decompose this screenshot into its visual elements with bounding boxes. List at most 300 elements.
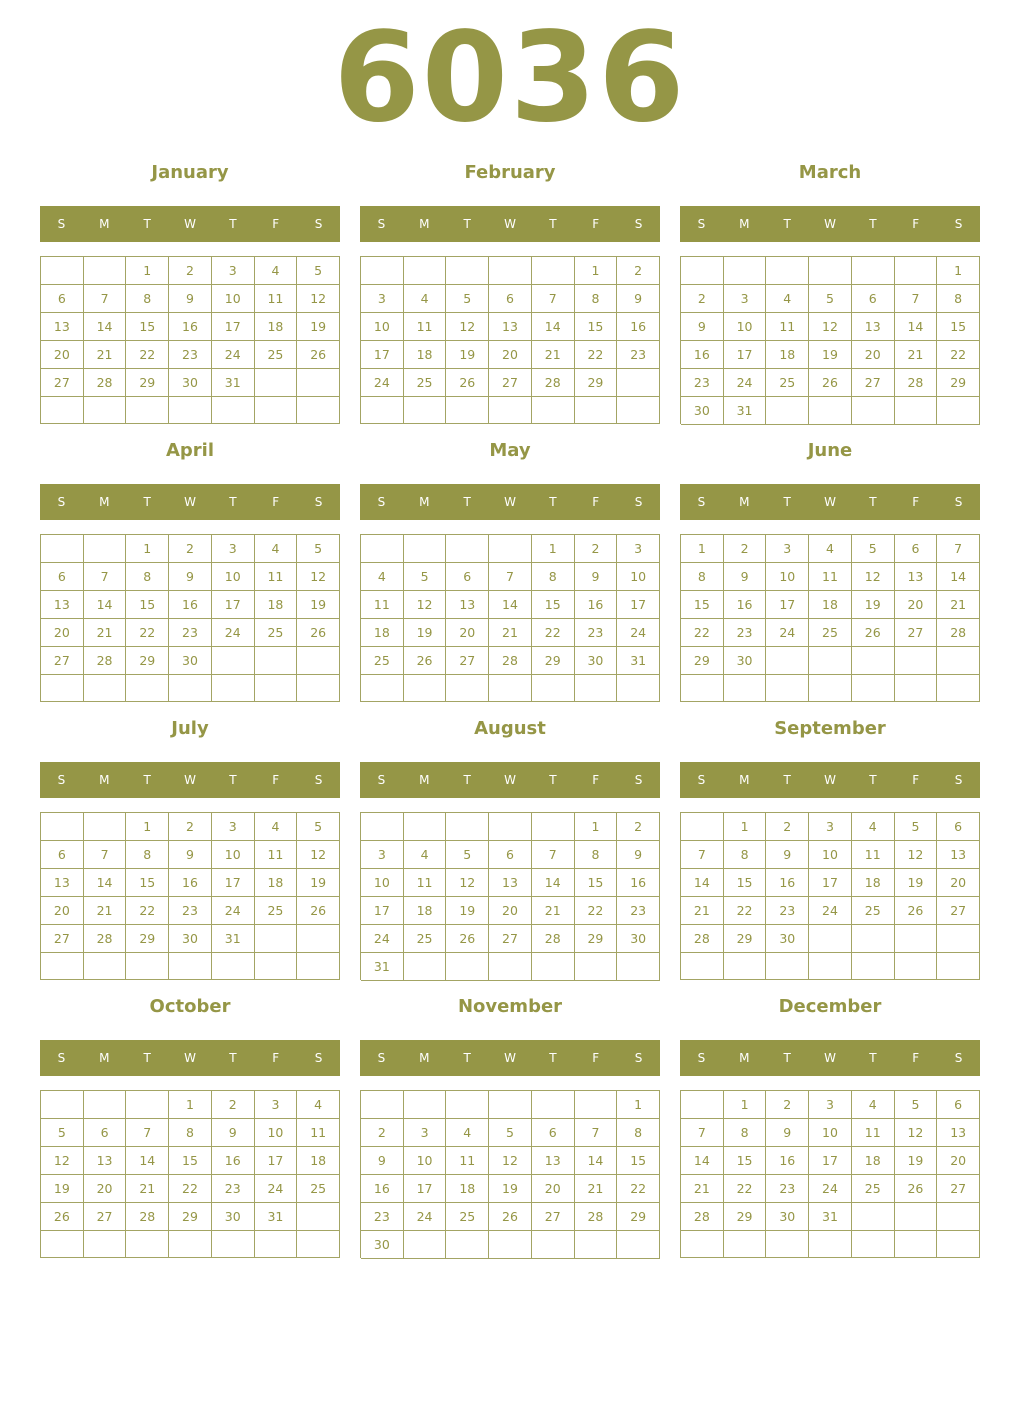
weekday-label: S (377, 773, 386, 787)
empty-day-cell (126, 953, 169, 980)
day-cell: 24 (766, 619, 809, 647)
day-cell: 25 (446, 1203, 489, 1231)
day-cell: 16 (617, 869, 660, 897)
empty-day-cell (937, 925, 980, 953)
day-cell: 19 (446, 897, 489, 925)
day-cell: 6 (489, 285, 532, 313)
day-cell: 29 (937, 369, 980, 397)
empty-day-cell (575, 1231, 618, 1259)
weekday-label: T (463, 773, 471, 787)
weekday-header (680, 1040, 980, 1076)
day-cell: 9 (212, 1119, 255, 1147)
weekday-label: M (739, 1051, 750, 1065)
day-cell: 8 (126, 841, 169, 869)
empty-day-cell (809, 953, 852, 980)
empty-day-cell (41, 1091, 84, 1119)
day-cell: 15 (126, 869, 169, 897)
empty-day-cell (446, 675, 489, 702)
day-cell: 16 (575, 591, 618, 619)
empty-day-cell (617, 369, 660, 397)
day-cell: 1 (617, 1091, 660, 1119)
weekday-label: S (57, 217, 66, 231)
empty-day-cell (937, 1231, 980, 1258)
day-cell: 13 (41, 313, 84, 341)
day-cell: 3 (212, 257, 255, 285)
empty-day-cell (489, 953, 532, 981)
empty-day-cell (766, 1231, 809, 1258)
empty-day-cell (255, 369, 298, 397)
day-cell: 3 (404, 1119, 447, 1147)
day-cell: 1 (126, 257, 169, 285)
day-cell: 3 (809, 813, 852, 841)
empty-day-cell (489, 813, 532, 841)
empty-day-cell (255, 925, 298, 953)
day-cell: 26 (852, 619, 895, 647)
day-cell: 20 (41, 619, 84, 647)
empty-day-cell (681, 953, 724, 980)
day-cell: 26 (297, 619, 340, 647)
empty-day-cell (532, 1231, 575, 1259)
weekday-label: S (634, 1051, 643, 1065)
day-cell: 17 (724, 341, 767, 369)
weekday-label: S (954, 773, 963, 787)
empty-day-cell (724, 1231, 767, 1258)
day-cell: 6 (489, 841, 532, 869)
weekday-label: M (419, 773, 430, 787)
day-cell: 31 (255, 1203, 298, 1231)
day-grid (680, 256, 980, 424)
day-cell: 13 (489, 869, 532, 897)
day-cell: 20 (937, 1147, 980, 1175)
empty-day-cell (575, 397, 618, 424)
empty-day-cell (766, 675, 809, 702)
day-cell: 10 (361, 869, 404, 897)
day-cell: 23 (681, 369, 724, 397)
day-cell: 4 (852, 1091, 895, 1119)
weekday-label: W (824, 217, 836, 231)
weekday-label: W (504, 1051, 516, 1065)
day-grid (40, 1090, 340, 1258)
day-cell: 15 (532, 591, 575, 619)
day-cell: 23 (724, 619, 767, 647)
day-cell: 3 (766, 535, 809, 563)
day-cell: 30 (766, 925, 809, 953)
empty-day-cell (361, 675, 404, 702)
day-cell: 3 (361, 841, 404, 869)
day-cell: 2 (361, 1119, 404, 1147)
empty-day-cell (852, 257, 895, 285)
day-cell: 16 (169, 869, 212, 897)
day-cell: 5 (446, 285, 489, 313)
day-cell: 29 (617, 1203, 660, 1231)
day-cell: 19 (852, 591, 895, 619)
empty-day-cell (937, 1203, 980, 1231)
day-cell: 3 (361, 285, 404, 313)
month-title: December (778, 996, 882, 1017)
weekday-label: T (869, 217, 877, 231)
day-cell: 15 (126, 591, 169, 619)
empty-day-cell (809, 925, 852, 953)
empty-day-cell (937, 675, 980, 702)
day-grid (40, 256, 340, 424)
day-cell: 12 (297, 285, 340, 313)
day-cell: 7 (532, 841, 575, 869)
weekday-label: M (99, 1051, 110, 1065)
empty-day-cell (895, 1231, 938, 1258)
weekday-label: T (463, 495, 471, 509)
day-cell: 19 (297, 313, 340, 341)
day-cell: 2 (212, 1091, 255, 1119)
empty-day-cell (809, 647, 852, 675)
day-cell: 1 (532, 535, 575, 563)
day-cell: 10 (766, 563, 809, 591)
empty-day-cell (724, 675, 767, 702)
empty-day-cell (489, 257, 532, 285)
empty-day-cell (446, 257, 489, 285)
empty-day-cell (681, 675, 724, 702)
day-cell: 16 (169, 591, 212, 619)
day-cell: 5 (852, 535, 895, 563)
day-cell: 12 (297, 841, 340, 869)
day-cell: 30 (617, 925, 660, 953)
empty-day-cell (489, 1231, 532, 1259)
day-cell: 10 (724, 313, 767, 341)
day-cell: 12 (41, 1147, 84, 1175)
day-cell: 25 (404, 925, 447, 953)
day-cell: 29 (532, 647, 575, 675)
day-cell: 8 (126, 285, 169, 313)
empty-day-cell (489, 675, 532, 702)
day-cell: 13 (852, 313, 895, 341)
empty-day-cell (446, 953, 489, 981)
day-cell: 24 (809, 1175, 852, 1203)
empty-day-cell (809, 257, 852, 285)
day-cell: 9 (681, 313, 724, 341)
weekday-label: T (229, 495, 237, 509)
weekday-label: S (57, 495, 66, 509)
day-cell: 14 (681, 869, 724, 897)
weekday-label: M (99, 217, 110, 231)
empty-day-cell (895, 647, 938, 675)
day-cell: 1 (724, 1091, 767, 1119)
day-grid (40, 534, 340, 702)
day-cell: 20 (489, 897, 532, 925)
day-grid (680, 812, 980, 980)
day-cell: 6 (41, 285, 84, 313)
day-cell: 12 (446, 869, 489, 897)
empty-day-cell (809, 1231, 852, 1258)
day-cell: 9 (575, 563, 618, 591)
day-cell: 11 (361, 591, 404, 619)
empty-day-cell (575, 1091, 618, 1119)
day-cell: 21 (532, 897, 575, 925)
day-cell: 24 (212, 341, 255, 369)
day-cell: 24 (617, 619, 660, 647)
day-cell: 28 (532, 925, 575, 953)
weekday-header (680, 206, 980, 242)
weekday-header (40, 484, 340, 520)
day-cell: 12 (809, 313, 852, 341)
empty-day-cell (212, 675, 255, 702)
day-cell: 9 (169, 841, 212, 869)
day-cell: 28 (681, 1203, 724, 1231)
day-cell: 14 (681, 1147, 724, 1175)
empty-day-cell (766, 257, 809, 285)
day-cell: 21 (532, 341, 575, 369)
day-cell: 19 (895, 869, 938, 897)
day-cell: 25 (852, 1175, 895, 1203)
day-cell: 8 (169, 1119, 212, 1147)
day-cell: 12 (404, 591, 447, 619)
day-cell: 19 (297, 869, 340, 897)
weekday-header (680, 762, 980, 798)
empty-day-cell (404, 1231, 447, 1259)
day-cell: 11 (255, 841, 298, 869)
weekday-label: F (592, 495, 600, 509)
empty-day-cell (297, 953, 340, 980)
empty-day-cell (446, 535, 489, 563)
empty-day-cell (361, 1091, 404, 1119)
day-cell: 13 (532, 1147, 575, 1175)
day-cell: 21 (126, 1175, 169, 1203)
day-cell: 5 (446, 841, 489, 869)
day-cell: 22 (681, 619, 724, 647)
day-cell: 20 (84, 1175, 127, 1203)
weekday-label: T (549, 1051, 557, 1065)
empty-day-cell (84, 953, 127, 980)
day-cell: 17 (617, 591, 660, 619)
day-cell: 16 (766, 1147, 809, 1175)
day-cell: 25 (852, 897, 895, 925)
day-cell: 18 (297, 1147, 340, 1175)
day-cell: 11 (297, 1119, 340, 1147)
weekday-label: M (739, 773, 750, 787)
weekday-label: M (419, 495, 430, 509)
empty-day-cell (126, 675, 169, 702)
day-cell: 6 (895, 535, 938, 563)
empty-day-cell (297, 647, 340, 675)
day-cell: 26 (446, 925, 489, 953)
day-cell: 7 (532, 285, 575, 313)
day-cell: 1 (126, 813, 169, 841)
day-cell: 14 (126, 1147, 169, 1175)
weekday-label: T (869, 773, 877, 787)
day-cell: 6 (84, 1119, 127, 1147)
weekday-label: F (912, 773, 920, 787)
day-cell: 27 (41, 925, 84, 953)
day-cell: 12 (446, 313, 489, 341)
day-cell: 2 (169, 257, 212, 285)
weekday-label: M (739, 217, 750, 231)
day-cell: 30 (169, 369, 212, 397)
day-cell: 8 (937, 285, 980, 313)
day-cell: 21 (84, 897, 127, 925)
day-cell: 21 (84, 619, 127, 647)
day-cell: 31 (212, 925, 255, 953)
day-grid (360, 812, 660, 980)
empty-day-cell (617, 1231, 660, 1259)
empty-day-cell (169, 953, 212, 980)
empty-day-cell (41, 675, 84, 702)
weekday-label: W (504, 217, 516, 231)
empty-day-cell (255, 675, 298, 702)
weekday-label: T (549, 495, 557, 509)
empty-day-cell (532, 397, 575, 424)
weekday-label: F (272, 773, 280, 787)
day-cell: 2 (617, 257, 660, 285)
empty-day-cell (255, 397, 298, 424)
day-cell: 16 (681, 341, 724, 369)
day-cell: 16 (169, 313, 212, 341)
day-cell: 8 (724, 1119, 767, 1147)
empty-day-cell (41, 535, 84, 563)
month-title: September (774, 718, 886, 739)
day-grid (360, 534, 660, 702)
day-cell: 11 (255, 563, 298, 591)
weekday-header (40, 1040, 340, 1076)
day-cell: 26 (41, 1203, 84, 1231)
day-cell: 13 (489, 313, 532, 341)
empty-day-cell (852, 925, 895, 953)
empty-day-cell (895, 953, 938, 980)
empty-day-cell (41, 257, 84, 285)
day-cell: 6 (852, 285, 895, 313)
day-cell: 18 (255, 313, 298, 341)
weekday-label: S (377, 217, 386, 231)
weekday-label: F (912, 495, 920, 509)
day-cell: 11 (809, 563, 852, 591)
empty-day-cell (852, 1231, 895, 1258)
day-cell: 23 (169, 341, 212, 369)
day-cell: 8 (681, 563, 724, 591)
empty-day-cell (852, 675, 895, 702)
day-cell: 11 (852, 1119, 895, 1147)
day-cell: 17 (361, 341, 404, 369)
day-cell: 11 (404, 313, 447, 341)
day-cell: 26 (297, 897, 340, 925)
day-cell: 10 (404, 1147, 447, 1175)
weekday-label: W (184, 1051, 196, 1065)
day-cell: 16 (766, 869, 809, 897)
weekday-label: S (634, 773, 643, 787)
day-cell: 22 (532, 619, 575, 647)
day-cell: 2 (169, 535, 212, 563)
month-title: January (151, 162, 229, 183)
empty-day-cell (361, 257, 404, 285)
day-cell: 13 (937, 841, 980, 869)
day-cell: 6 (937, 813, 980, 841)
day-cell: 2 (766, 1091, 809, 1119)
day-cell: 9 (766, 841, 809, 869)
day-cell: 12 (895, 1119, 938, 1147)
empty-day-cell (809, 675, 852, 702)
empty-day-cell (766, 953, 809, 980)
day-cell: 14 (532, 313, 575, 341)
empty-day-cell (404, 257, 447, 285)
day-cell: 25 (404, 369, 447, 397)
empty-day-cell (84, 397, 127, 424)
day-cell: 18 (809, 591, 852, 619)
day-cell: 24 (361, 925, 404, 953)
weekday-header (680, 484, 980, 520)
empty-day-cell (404, 1091, 447, 1119)
day-cell: 15 (681, 591, 724, 619)
day-cell: 13 (937, 1119, 980, 1147)
empty-day-cell (404, 813, 447, 841)
day-cell: 4 (809, 535, 852, 563)
day-cell: 18 (852, 1147, 895, 1175)
day-cell: 23 (617, 341, 660, 369)
empty-day-cell (809, 397, 852, 425)
empty-day-cell (41, 953, 84, 980)
day-cell: 17 (212, 869, 255, 897)
day-cell: 10 (212, 841, 255, 869)
weekday-label: S (697, 217, 706, 231)
empty-day-cell (361, 535, 404, 563)
day-cell: 29 (126, 647, 169, 675)
day-cell: 24 (212, 619, 255, 647)
day-cell: 22 (575, 897, 618, 925)
day-cell: 22 (126, 341, 169, 369)
weekday-label: T (783, 1051, 791, 1065)
day-cell: 14 (937, 563, 980, 591)
day-cell: 30 (766, 1203, 809, 1231)
day-cell: 30 (212, 1203, 255, 1231)
day-cell: 19 (489, 1175, 532, 1203)
day-cell: 17 (766, 591, 809, 619)
day-cell: 4 (255, 535, 298, 563)
empty-day-cell (169, 1231, 212, 1258)
weekday-label: S (697, 773, 706, 787)
weekday-label: S (954, 217, 963, 231)
day-cell: 23 (766, 897, 809, 925)
weekday-header (40, 206, 340, 242)
weekday-label: S (377, 1051, 386, 1065)
weekday-label: M (419, 1051, 430, 1065)
day-cell: 13 (895, 563, 938, 591)
empty-day-cell (361, 397, 404, 424)
day-cell: 7 (575, 1119, 618, 1147)
day-cell: 22 (126, 619, 169, 647)
empty-day-cell (126, 1231, 169, 1258)
day-cell: 3 (724, 285, 767, 313)
day-cell: 17 (404, 1175, 447, 1203)
day-cell: 4 (852, 813, 895, 841)
day-cell: 13 (84, 1147, 127, 1175)
day-cell: 21 (681, 1175, 724, 1203)
day-cell: 30 (575, 647, 618, 675)
weekday-label: S (697, 495, 706, 509)
day-cell: 19 (404, 619, 447, 647)
day-cell: 5 (297, 535, 340, 563)
day-cell: 15 (169, 1147, 212, 1175)
day-cell: 1 (126, 535, 169, 563)
empty-day-cell (361, 813, 404, 841)
empty-day-cell (575, 953, 618, 981)
day-cell: 2 (724, 535, 767, 563)
empty-day-cell (681, 813, 724, 841)
month-title: April (165, 440, 215, 461)
day-cell: 27 (446, 647, 489, 675)
empty-day-cell (724, 257, 767, 285)
day-cell: 23 (169, 619, 212, 647)
day-cell: 20 (41, 341, 84, 369)
empty-day-cell (489, 535, 532, 563)
day-cell: 12 (297, 563, 340, 591)
day-cell: 23 (361, 1203, 404, 1231)
day-cell: 21 (575, 1175, 618, 1203)
day-cell: 7 (681, 841, 724, 869)
